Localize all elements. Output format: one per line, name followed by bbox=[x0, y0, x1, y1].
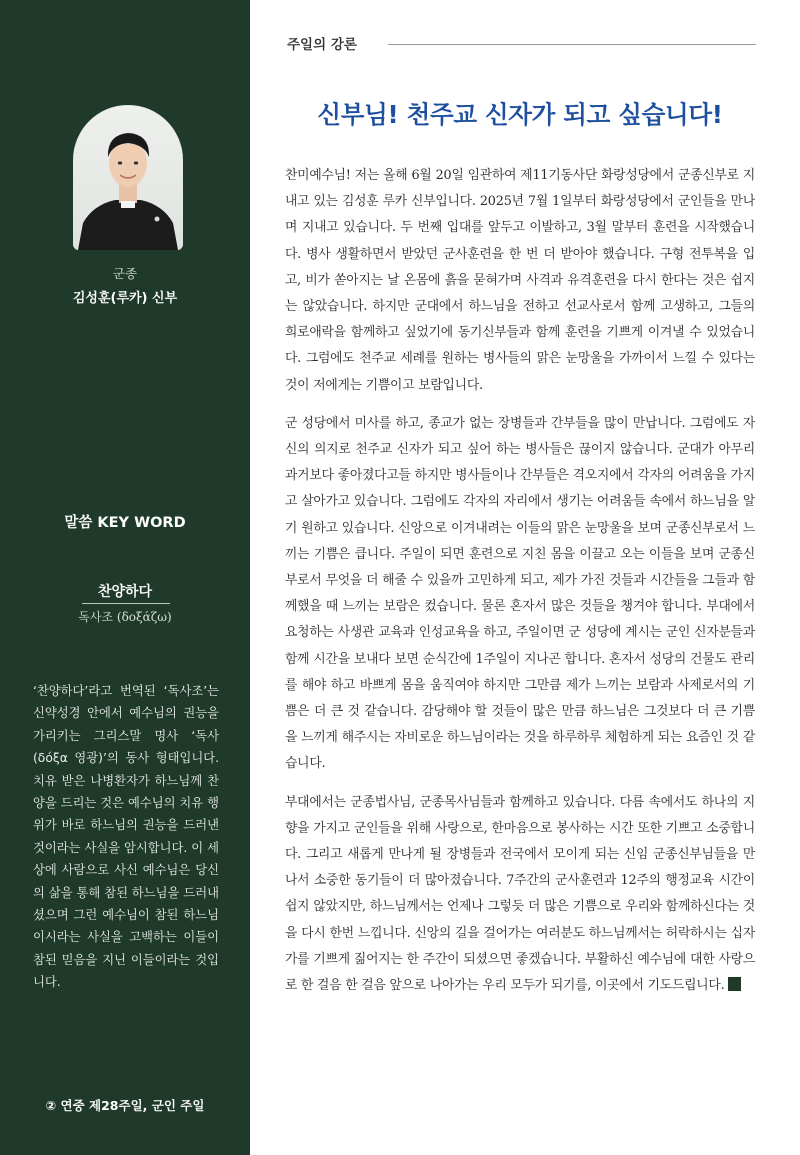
keyword-explanation: ‘찬양하다’라고 번역된 ‘독사조’는 신약성경 안에서 예수님의 권능을 가리키는 그리스말 명사 ‘독사(δόξα 영광)’의 동사 형태입니다. 치유 받은 나병환자가 하느님께 찬양을 드리는 것은 예수님의 치유 행위가 바로 하느님의 권능을 드러낸 것이라는 사실을 암시합니다. 이 세상에 사람으로 사신 예수님은 당신의 삶을 통해 참된 하느님을 드러내셨으며 그런 예수님이 참된 하느님이시라는 사실을 고백하는 이들이 참된 믿음을 지닌 이들이라는 것입니다. bbox=[33, 684, 219, 990]
keyword-term: 찬양하다 bbox=[97, 584, 153, 600]
section-label: 주일의 강론 bbox=[287, 37, 357, 53]
keyword-section-title: 말씀 KEY WORD bbox=[64, 515, 186, 531]
liturgical-occasion: ② 연중 제28주일, 군인 주일 bbox=[45, 1098, 205, 1113]
sidebar bbox=[0, 0, 250, 1155]
article-paragraph bbox=[285, 790, 755, 1000]
keyword-origin: 독사조 (δοξάζω) bbox=[78, 610, 172, 624]
author-name: 김성훈(루카) 신부 bbox=[72, 291, 178, 306]
article-title: 신부님! 천주교 신자가 되고 싶습니다! bbox=[317, 100, 723, 129]
section-divider bbox=[388, 44, 756, 45]
article-paragraph-text: 부대에서는 군종법사님, 군종목사님들과 함께하고 있습니다. 다름 속에서도 하나의 지향을 가지고 군인들을 위해 사랑으로, 한마음으로 봉사하는 시간 또한 기쁘고 소중합니다. 그리고 새롭게 만나게 될 장병들과 전국에서 모이게 되는 신임 군종신부님들을 만나서 소중한 동기들이 더 많아졌습니다. 7주간의 군사훈련과 12주의 행정교육 시간이 쉽지 않았지만, 하느님께서는 언제나 그렇듯 더 많은 기쁨으로 우리와 함께하신다는 것을 다시 한번 느낍니다. 신앙의 길을 걸어가는 여러분도 하느님께서는 허락하시는 십자가를 기쁘게 짊어지는 한 주간이 되셨으면 좋겠습니다. 부활하신 예수님에 대한 사랑으로 한 걸음 한 걸음 앞으로 나아가는 우리 모두가 되기를, 이곳에서 기도드립니다. bbox=[285, 794, 755, 994]
author-role: 군종 bbox=[112, 266, 138, 281]
article-paragraph: 군 성당에서 미사를 하고, 종교가 없는 장병들과 간부들을 많이 만납니다. 그럼에도 자신의 의지로 천주교 신자가 되고 싶어 하는 병사들은 끊이지 않습니다. 군대가 아무리 과거보다 좋아졌다고들 하지만 병사들이나 간부들은 격오지에서 각자의 어려움을 가지고 살아가고 있습니다. 그럼에도 각자의 자리에서 생기는 어려움들 속에서 하느님을 알기 원하고 있습니다. 신앙으로 이겨내려는 이들의 맑은 눈망울을 보며 군종신부로서 느끼는 기쁨은 큽니다. 주일이 되면 훈련으로 지친 몸을 이끌고 오는 이들을 보며 군종신부로서 무엇을 더 해줄 수 있을까 고민하게 되고, 제가 가진 것들과 시간들을 그들과 함께했을 때 느끼는 보람은 컸습니다. 물론 혼자서 많은 것들을 챙겨야 합니다. 부대에서 요청하는 사생관 교육과 인성교육을 하고, 주일이면 군 성당에 계시는 군인 신자분들과 함께 시간을 보내다 보면 순식간에 1주일이 지나곤 합니다. 혼자서 성당의 건물도 관리를 해야 하고 바쁘게 몸을 움직여야 하지만 그만큼 제가 느끼는 보람과 사제로서의 기쁨은 더 큰 것 같습니다. 감당해야 할 것들이 많은 만큼 하느님은 그것보다 더 큰 기쁨을 느끼게 해주시는 자비로운 하느님이라는 것을 하루하루 체험하게 되는 요즘인 것 같습니다. bbox=[285, 415, 755, 772]
article-body bbox=[285, 163, 755, 1011]
author-photo bbox=[73, 105, 183, 250]
keyword-divider bbox=[82, 603, 170, 604]
article-paragraph: 찬미예수님! 저는 올해 6월 20일 임관하여 제11기동사단 화랑성당에서 군종신부로 지내고 있는 김성훈 루카 신부입니다. 2025년 7월 1일부터 화랑성당에서 군인들을 만나며 지내고 있습니다. 두 번째 입대를 앞두고 이발하고, 3월 말부터 훈련을 시작했습니다. 병사 생활하면서 받았던 군사훈련을 한 번 더 받아야 했습니다. 구형 전투복을 입고, 비가 쏟아지는 날 온몸에 흙을 묻혀가며 사격과 유격훈련을 다시 한다는 것은 쉽지는 않았습니다. 하지만 군대에서 하느님을 전하고 선교사로서 함께 고생하고, 그들의 희로애락을 함께하고 싶었기에 동기신부들과 함께 훈련을 기쁘게 이겨낼 수 있었습니다. 그럼에도 천주교 세례를 원하는 병사들의 맑은 눈망울을 가까이서 느낄 수 있다는 것이 저에게는 기쁨이고 보람입니다. bbox=[285, 168, 755, 393]
end-mark-icon bbox=[728, 977, 741, 991]
